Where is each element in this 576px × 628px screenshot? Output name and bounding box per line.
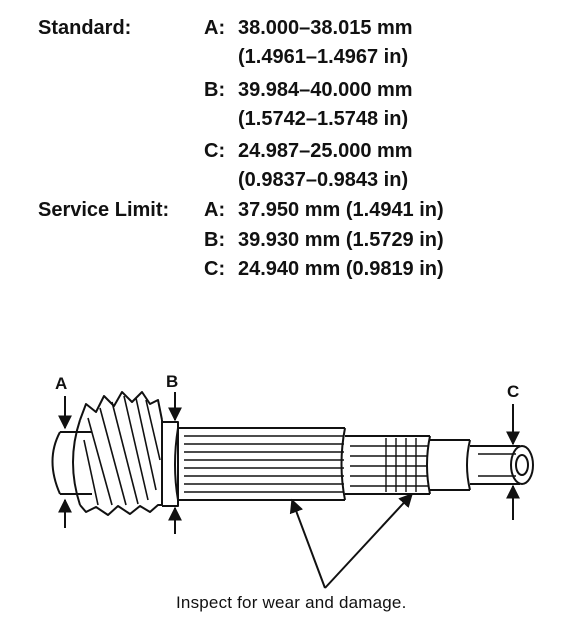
service-limit-a-key: A: — [204, 199, 226, 221]
spline-lines — [184, 436, 344, 492]
standard-a-inch: (1.4961–1.4967 in) — [238, 46, 409, 68]
standard-a-key: A: — [204, 17, 226, 39]
service-limit-b-key: B: — [204, 229, 226, 251]
inspect-leader-right — [325, 494, 412, 588]
journal-c — [511, 446, 533, 484]
inspection-caption: Inspect for wear and damage. — [176, 593, 407, 612]
standard-c-inch: (0.9837–0.9843 in) — [238, 169, 409, 191]
inspect-leader-left — [292, 500, 325, 588]
standard-a-mm: 38.000–38.015 mm — [238, 17, 413, 39]
standard-b-mm: 39.984–40.000 mm — [238, 79, 413, 101]
service-limit-c-key: C: — [204, 258, 226, 280]
service-limit-a-value: 37.950 mm (1.4941 in) — [238, 199, 444, 221]
standard-label: Standard: — [38, 17, 132, 39]
label-c: C — [507, 382, 520, 401]
standard-b-inch: (1.5742–1.5748 in) — [238, 108, 409, 130]
service-limit-c-value: 24.940 mm (0.9819 in) — [238, 258, 444, 280]
label-a: A — [55, 374, 68, 393]
label-b: B — [166, 372, 179, 391]
helical-gear — [73, 392, 162, 515]
journal-b — [162, 422, 178, 506]
standard-b-key: B: — [204, 79, 226, 101]
service-limit-b-value: 39.930 mm (1.5729 in) — [238, 229, 444, 251]
shaft-tail — [430, 440, 520, 490]
splined-section — [178, 428, 345, 500]
standard-c-mm: 24.987–25.000 mm — [238, 140, 413, 162]
service-limit-label: Service Limit: — [38, 199, 170, 221]
standard-c-key: C: — [204, 140, 226, 162]
